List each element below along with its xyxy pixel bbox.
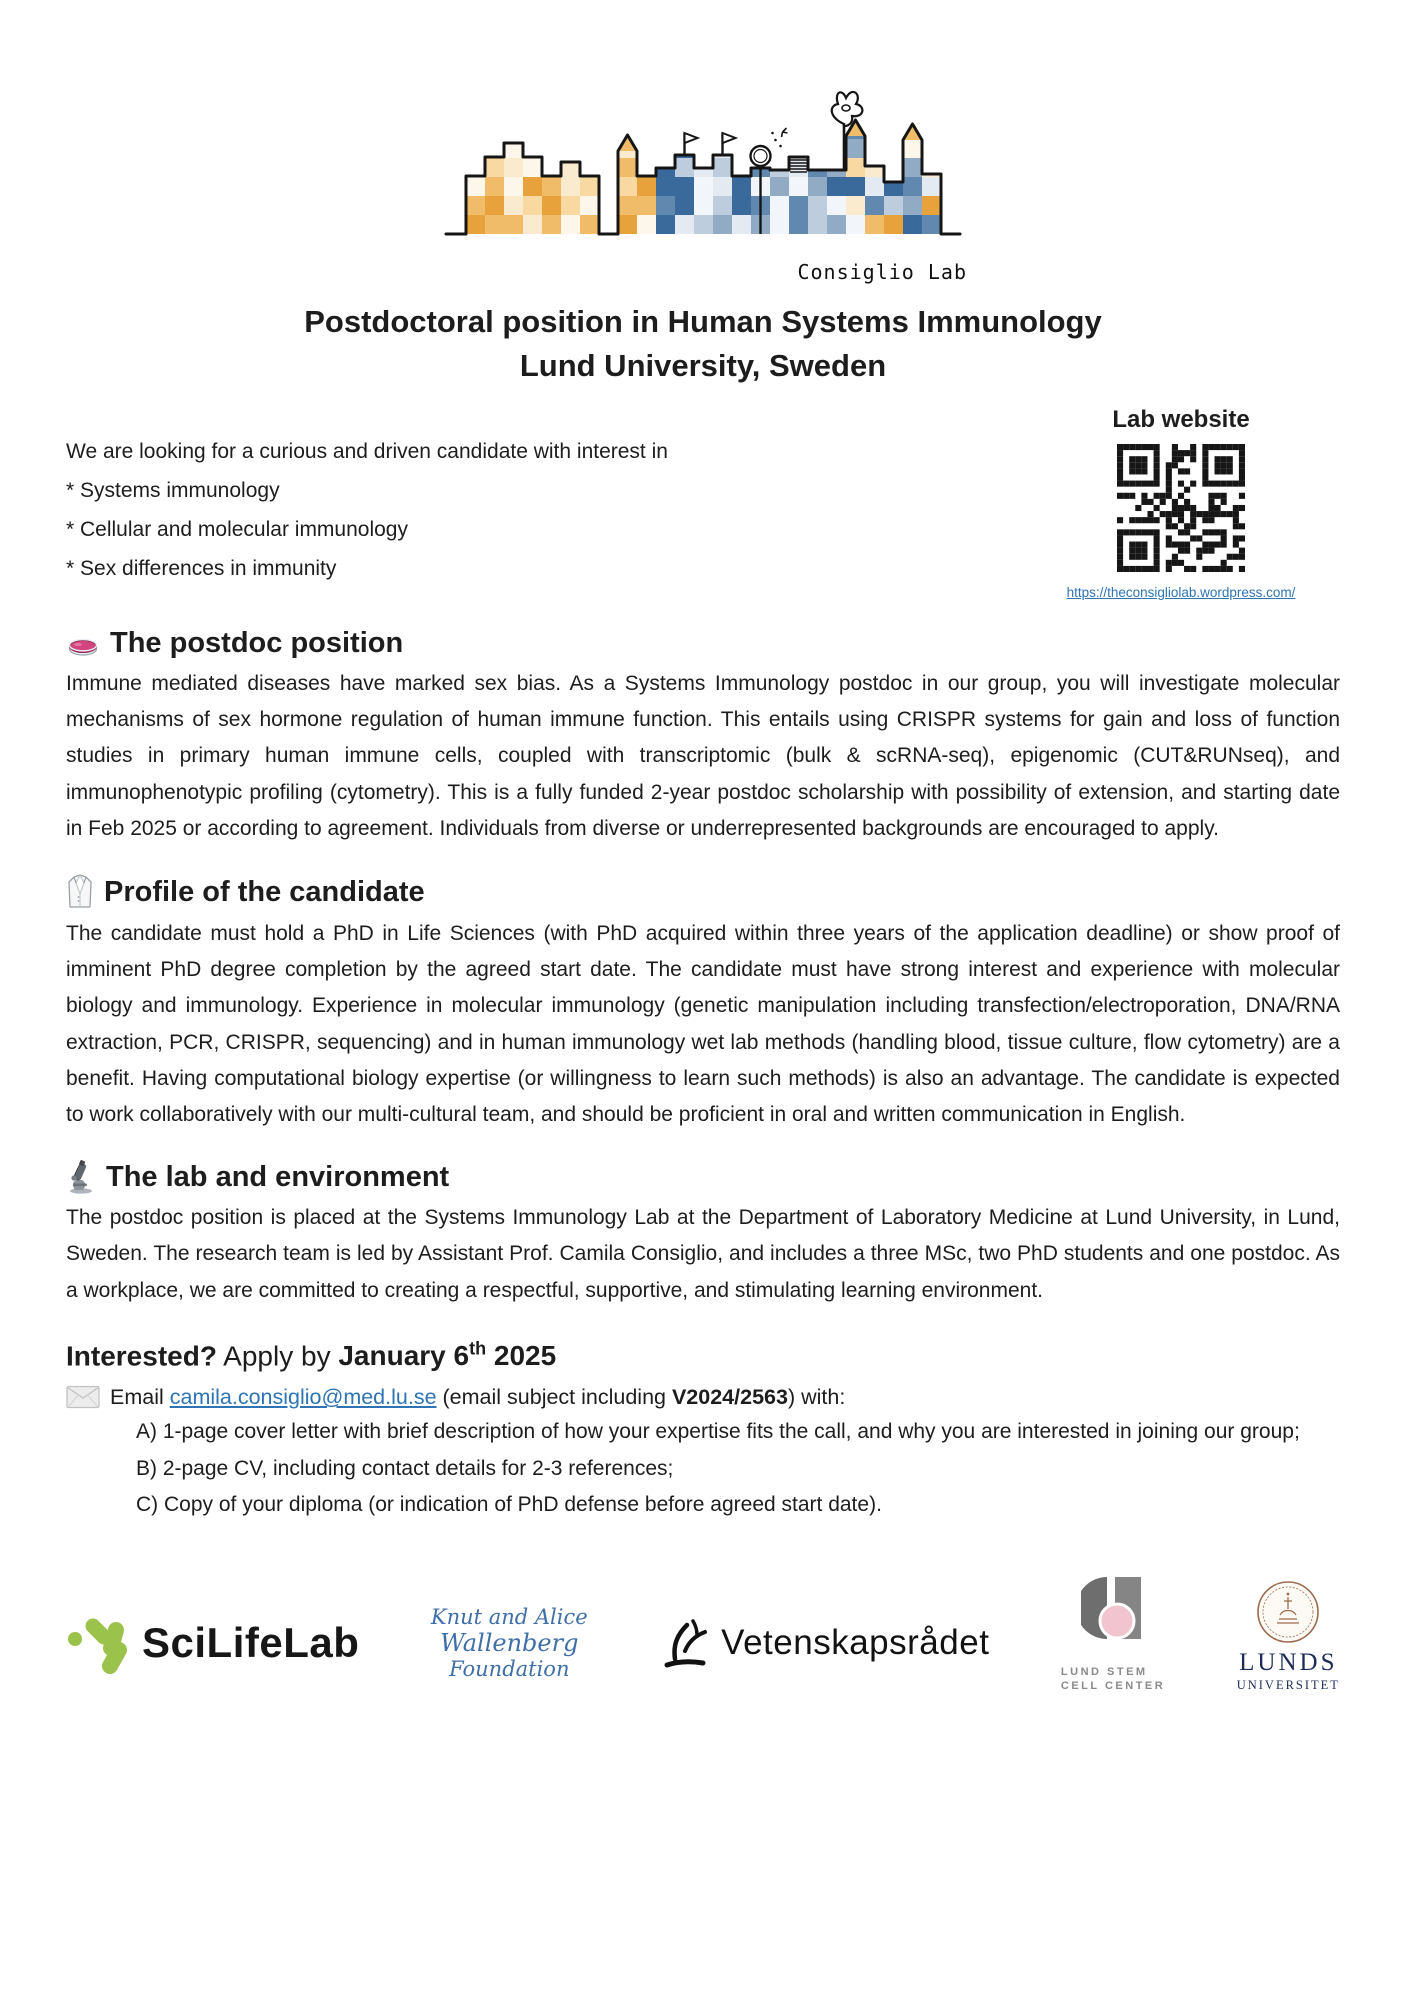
- lab-website-block: [1022, 406, 1340, 600]
- title-line-1: Postdoctoral position in Human Systems Immunology: [304, 304, 1102, 339]
- scilifelab-wordmark: SciLifeLab: [142, 1618, 360, 1666]
- section-body-postdoc-position: Immune mediated diseases have marked sex bias. As a Systems Immunology postdoc in our group, you will investigate molecular mechanisms of sex hormone regulation of human immune function. This entails using CRISPR systems for gain and loss of function studies in primary human immune cells, coupled with transcriptomic (bulk & scRNA-seq), epigenomic (CUT&RUNseq), and immunophenotypic profiling (cytometry). This is a fully funded 2-year postdoc scholarship with possibility of extension, and starting date in Feb 2025 or according to agreement. Individuals from diverse or underrepresented backgrounds are encouraged to apply.: [66, 672, 1340, 840]
- apply-date-year: 2025: [486, 1340, 557, 1372]
- lund-stem-cell-caption: [1061, 1665, 1165, 1693]
- section-heading-postdoc-position: [66, 627, 1340, 660]
- lab-name-caption: Consiglio Lab: [797, 260, 967, 284]
- apply-heading: [66, 1339, 1340, 1372]
- scilifelab-logo: [66, 1610, 359, 1676]
- intro-bullet: * Sex differences in immunity: [66, 557, 337, 580]
- petri-dish-icon: [66, 629, 100, 659]
- email-suffix: ) with:: [787, 1385, 846, 1410]
- section-body-profile: The candidate must hold a PhD in Life Sciences (with PhD acquired within three years of the application deadline) or show proof of imminent PhD degree completion by the agreed start date. The candidate must have strong interest and experience with molecular biology and immunology. Experience in molecular immunology (genetic manipulation including transfection/electroporation, DNA/RNA extraction, PCR, CRISPR, sequencing) and in human immunology wet lab methods (handling blood, tissue culture, flow cytometry) are a benefit. Having computational biology expertise (or willingness to learn such methods) is also an advantage. The candidate is expected to work collaboratively with our multi-cultural team, and should be proficient in oral and written communication in English.: [66, 922, 1340, 1127]
- application-requirements: [136, 1414, 1340, 1524]
- email-link[interactable]: camila.consiglio@med.lu.se: [169, 1385, 437, 1410]
- lund-stem-cell-icon: [1081, 1575, 1145, 1661]
- requirement-item-c: C) Copy of your diploma (or indication of PhD defense before agreed start date).: [136, 1493, 882, 1517]
- intro-bullet: * Systems immunology: [66, 479, 280, 502]
- apply-heading-regular: Apply by: [216, 1340, 339, 1372]
- lab-website-label: Lab website: [1112, 406, 1250, 433]
- apply-date-ordinal: th: [469, 1338, 487, 1359]
- requirement-item-a: A) 1-page cover letter with brief description of how your expertise fits the call, and why you are interested in joining our group;: [136, 1420, 1300, 1444]
- vetenskapsradet-wordmark: Vetenskapsrådet: [721, 1622, 990, 1662]
- intro-bullet: * Cellular and molecular immunology: [66, 518, 408, 541]
- section-heading-label: The lab and environment: [106, 1160, 450, 1193]
- wallenberg-line: Foundation: [449, 1656, 570, 1681]
- requirement-item-b: B) 2-page CV, including contact details for 2-3 references;: [136, 1456, 674, 1480]
- qr-code: [1117, 444, 1245, 572]
- lund-skyline-illustration: [433, 58, 973, 264]
- section-heading-lab-environment: [66, 1160, 1340, 1194]
- apply-date-day: January 6: [338, 1340, 470, 1372]
- lund-university-subtitle: UNIVERSITET: [1236, 1677, 1340, 1692]
- email-prefix: Email: [110, 1385, 170, 1410]
- lund-stem-line: CELL CENTER: [1060, 1679, 1166, 1692]
- email-text: [110, 1380, 845, 1414]
- email-instruction: [66, 1380, 1340, 1414]
- footer-logos: [66, 1558, 1340, 1728]
- email-subject-code: V2024/2563: [671, 1385, 788, 1410]
- lab-coat-icon: [66, 874, 94, 910]
- lund-stem-line: LUND STEM: [1060, 1665, 1148, 1678]
- email-mid: (email subject including: [436, 1385, 672, 1410]
- consiglio-lab-logo: [433, 58, 973, 286]
- page-title: [66, 300, 1340, 388]
- vetenskapsradet-logo: [659, 1613, 989, 1673]
- section-heading-label: Profile of the candidate: [104, 875, 425, 908]
- section-heading-profile: [66, 874, 1340, 910]
- wallenberg-line: Wallenberg: [440, 1628, 579, 1657]
- wallenberg-line: Knut and Alice: [430, 1604, 588, 1629]
- lund-university-seal: [1255, 1579, 1321, 1645]
- section-heading-label: The postdoc position: [110, 627, 404, 659]
- envelope-icon: [66, 1385, 100, 1409]
- apply-heading-interested: Interested?: [66, 1340, 217, 1372]
- wallenberg-foundation-logo: [431, 1604, 588, 1682]
- lund-university-logo: [1237, 1579, 1340, 1693]
- lab-website-link[interactable]: https://theconsigliolab.wordpress.com/: [1066, 585, 1296, 600]
- intro-lead: We are looking for a curious and driven candidate with interest in: [66, 440, 668, 463]
- intro-text: [66, 406, 1022, 588]
- microscope-icon: [66, 1160, 96, 1194]
- title-line-2: Lund University, Sweden: [519, 348, 887, 383]
- scilifelab-icon: [66, 1610, 132, 1676]
- section-body-lab-environment: The postdoc position is placed at the Systems Immunology Lab at the Department of Laboratory Medicine at Lund University, in Lund, Sweden. The research team is led by Assistant Prof. Camila Consiglio, and includes a three MSc, two PhD students and one postdoc. As a workplace, we are committed to creating a respectful, supportive, and stimulating learning environment.: [66, 1206, 1340, 1302]
- intro-section: [66, 406, 1340, 600]
- apply-heading-date: [338, 1340, 556, 1371]
- lund-stem-cell-center-logo: [1061, 1575, 1165, 1693]
- lund-university-wordmark: LUNDS: [1239, 1648, 1338, 1676]
- vetenskapsradet-icon: [659, 1613, 711, 1673]
